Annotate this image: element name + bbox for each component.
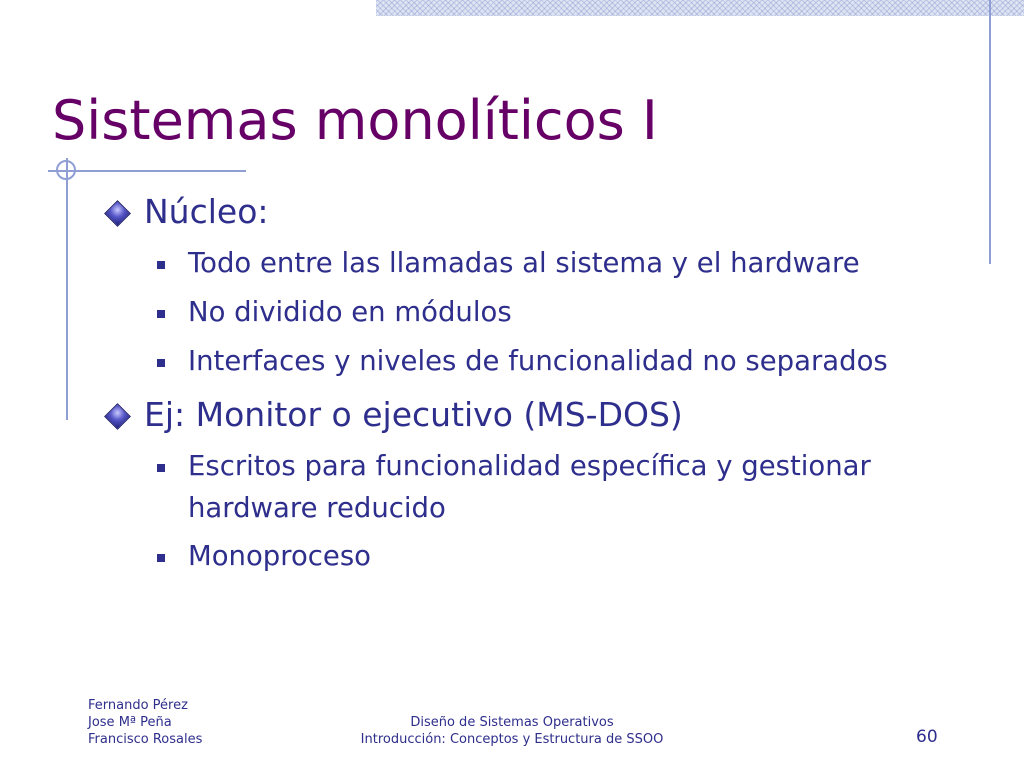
- square-bullet-icon: [157, 359, 165, 367]
- course-title: Diseño de Sistemas Operativos: [410, 715, 614, 730]
- sub-bullet-text: Escritos para funcionalidad específica y gestionar: [188, 450, 871, 482]
- sub-bullet-text: Monoproceso: [188, 540, 371, 572]
- decorative-title-rule: [48, 170, 246, 172]
- square-bullet-icon: [157, 261, 165, 269]
- sub-bullet-text: No dividido en módulos: [188, 296, 512, 328]
- footer-course: [361, 714, 664, 748]
- square-bullet-icon: [157, 554, 165, 562]
- sub-bullet-text: hardware reducido: [188, 492, 446, 524]
- sub-bullet-text: Todo entre las llamadas al sistema y el hardware: [188, 247, 860, 279]
- decorative-right-rule: [989, 0, 991, 264]
- decorative-left-rule: [66, 158, 68, 420]
- square-bullet-icon: [157, 310, 165, 318]
- author-name: Jose Mª Peña: [88, 715, 172, 730]
- course-subtitle: Introducción: Conceptos y Estructura de SSOO: [360, 732, 664, 747]
- square-bullet-icon: [157, 464, 165, 472]
- footer-authors: [88, 697, 202, 748]
- diamond-bullet-icon: [104, 200, 131, 227]
- bullet-text: Ej: Monitor o ejecutivo (MS-DOS): [144, 395, 683, 434]
- sub-bullet-text: Interfaces y niveles de funcionalidad no separados: [188, 345, 888, 377]
- author-name: Francisco Rosales: [88, 732, 203, 747]
- slide-title: Sistemas monolíticos I: [52, 89, 658, 152]
- page-number: 60: [916, 727, 938, 747]
- author-name: Fernando Pérez: [88, 698, 188, 713]
- diamond-bullet-icon: [104, 403, 131, 430]
- bullet-text: Núcleo:: [144, 192, 269, 231]
- decorative-ring-icon: [56, 160, 76, 180]
- decorative-top-band: [376, 0, 1024, 16]
